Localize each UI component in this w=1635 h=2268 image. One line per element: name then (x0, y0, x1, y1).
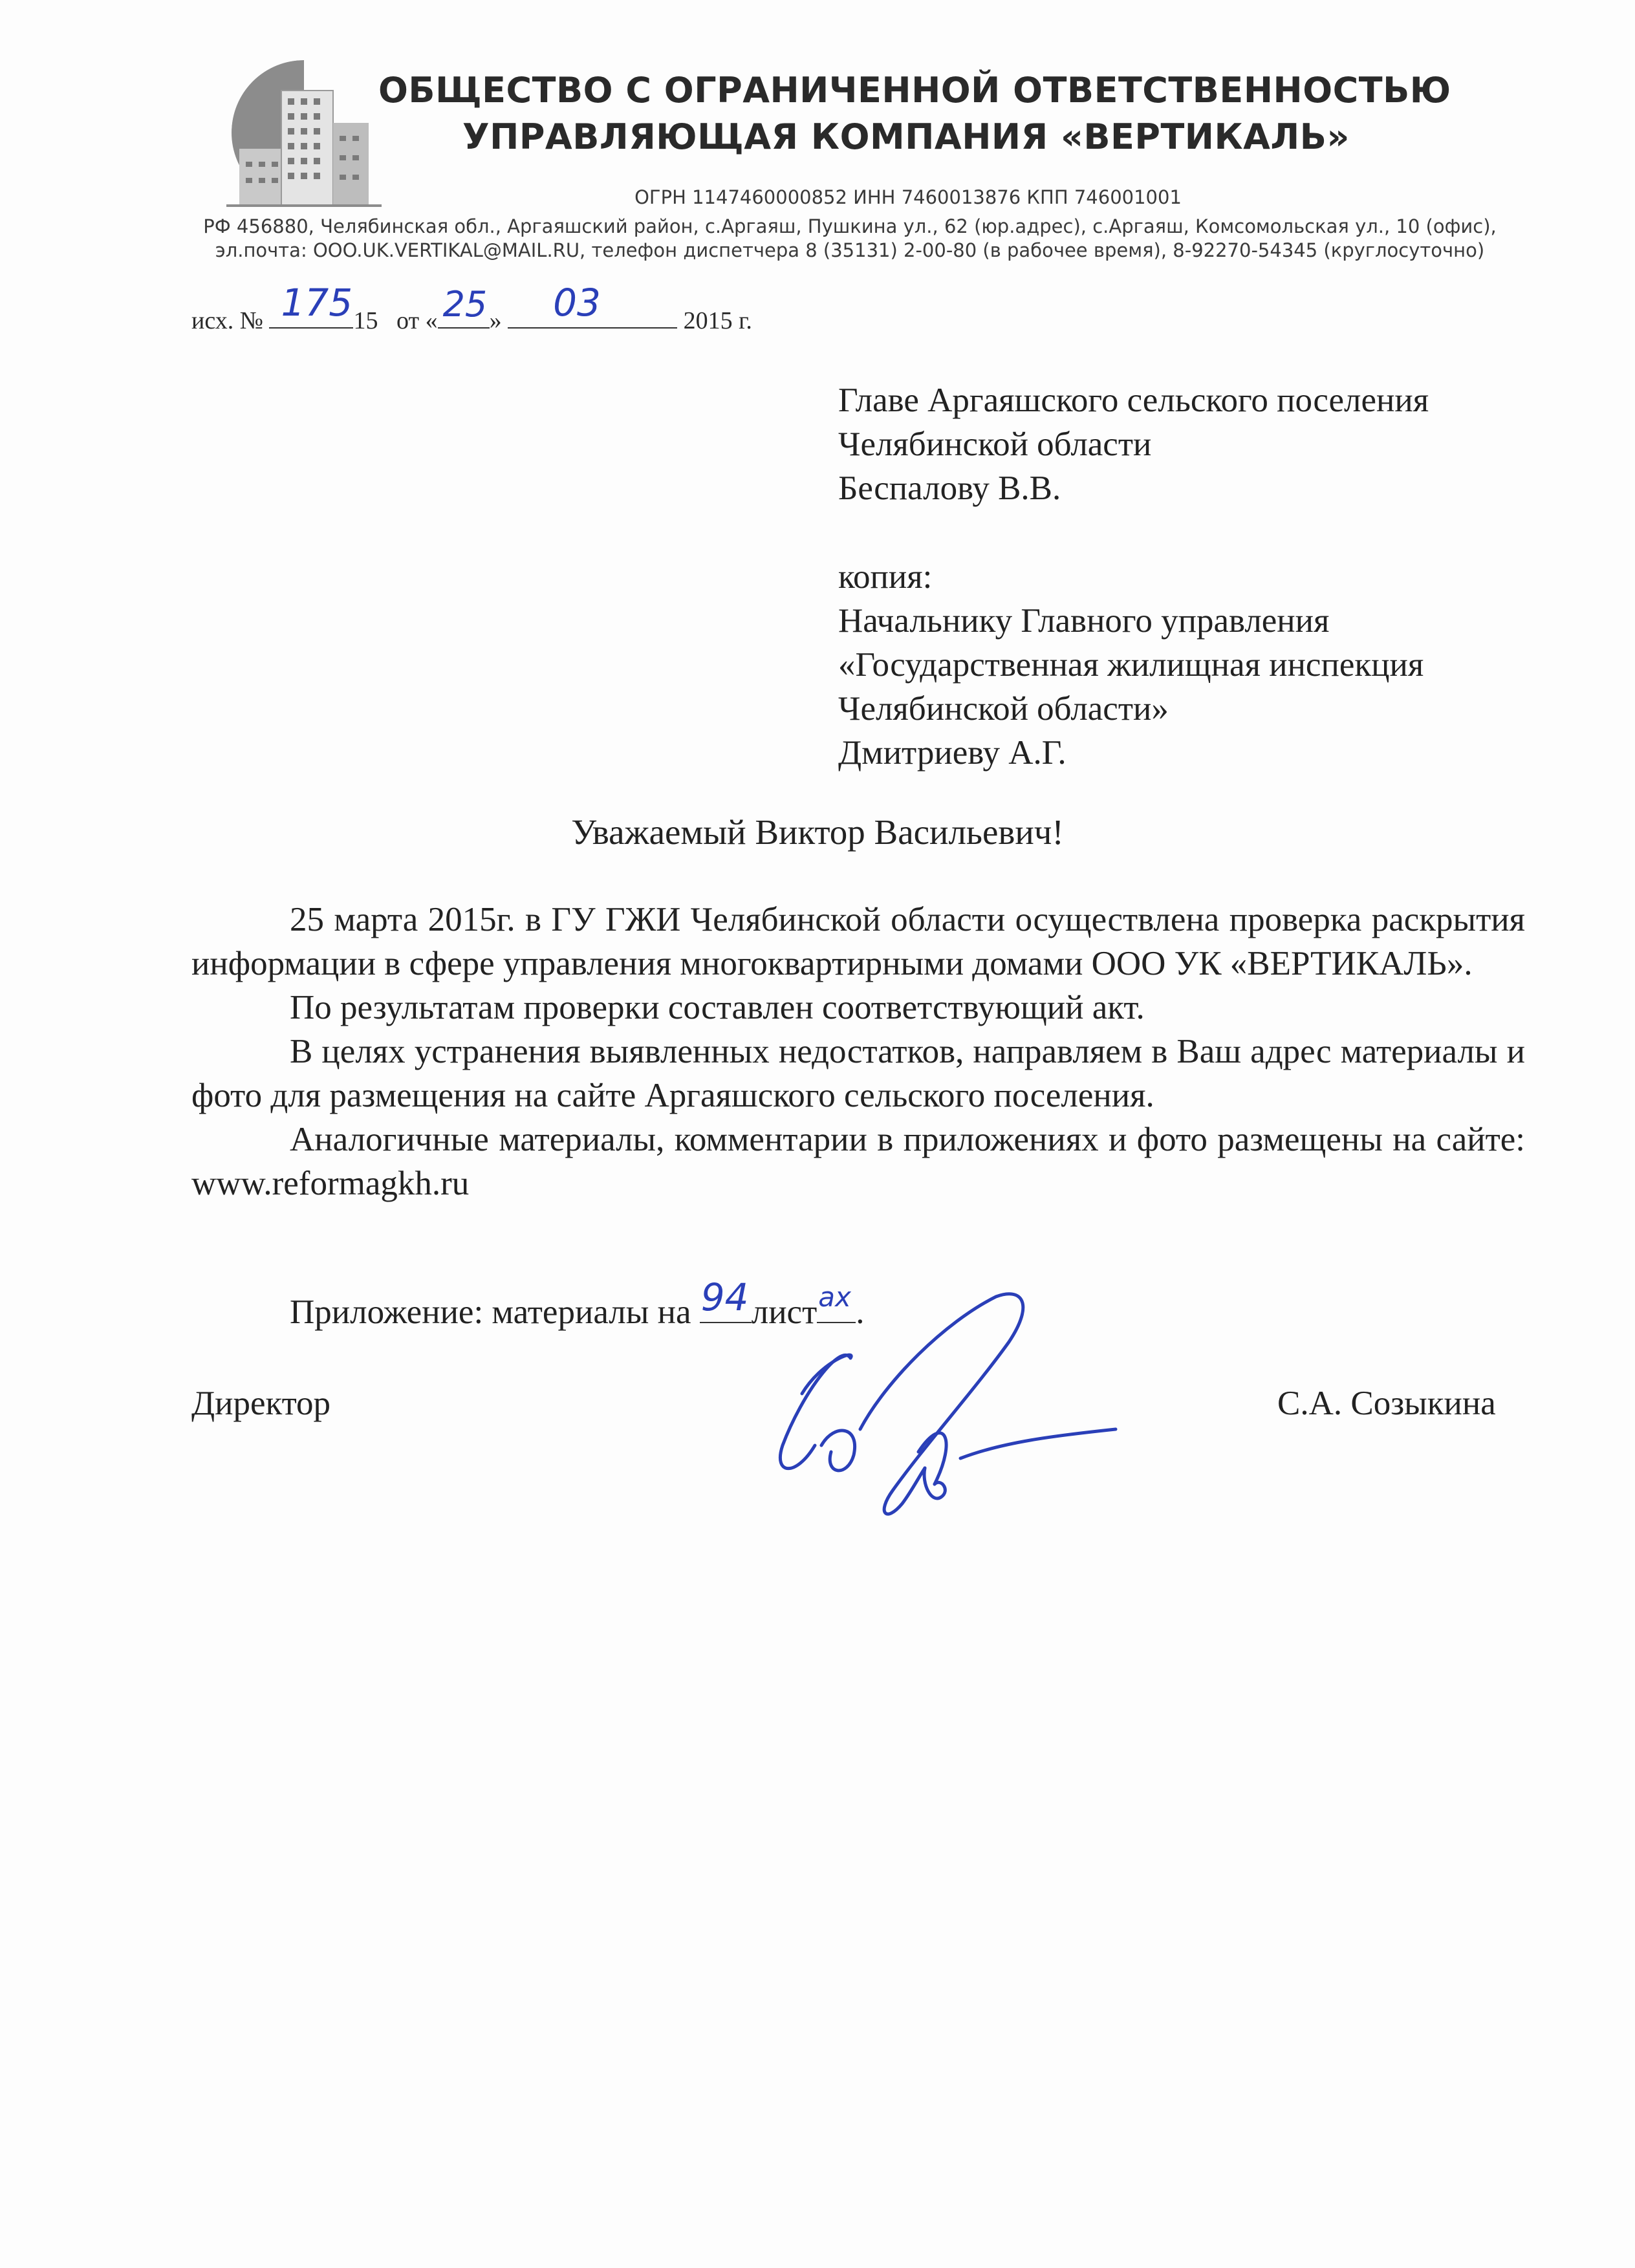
addressee-line: Главе Аргаяшского сельского поселения (838, 382, 1429, 419)
copy-recipient-block (838, 555, 1424, 775)
salutation: Уважаемый Виктор Васильевич! (571, 812, 1064, 852)
company-contacts: эл.почта: OOO.UK.VERTIKAL@MAIL.RU, телефон диспетчера 8 (35131) 2-00-80 (в рабочее время), 8-92270-54345 (круглосуточно) (215, 239, 1485, 261)
letter-body (191, 898, 1525, 1205)
addressee-line: Челябинской области (838, 426, 1152, 463)
building-logo-icon (220, 52, 388, 207)
attachment-count-handwritten: 94 (700, 1275, 749, 1319)
date-month-handwritten: 03 (553, 281, 601, 325)
copy-line: «Государственная жилищная инспекция (838, 646, 1424, 684)
outgoing-number-suffix: 15 (353, 307, 378, 334)
body-paragraph: Аналогичные материалы, комментарии в приложениях и фото размещены на сайте: www.reformagkh.ru (191, 1121, 1525, 1202)
body-paragraph: По результатам проверки составлен соответствующий акт. (290, 989, 1145, 1026)
copy-label: копия: (838, 558, 933, 596)
signer-title: Директор (191, 1385, 331, 1422)
company-name-line1: ОБЩЕСТВО С ОГРАНИЧЕННОЙ ОТВЕТСТВЕННОСТЬЮ (378, 70, 1451, 111)
attachment-end: . (856, 1293, 865, 1331)
copy-line: Начальнику Главного управления (838, 602, 1330, 640)
date-day-blank (438, 284, 490, 329)
date-year: 2015 г. (683, 307, 752, 334)
copy-line: Дмитриеву А.Г. (838, 734, 1067, 772)
outgoing-number-blank (269, 281, 353, 329)
outgoing-number-line (191, 281, 752, 335)
addressee-block (838, 378, 1429, 510)
copy-line: Челябинской области» (838, 690, 1169, 728)
attachment-prefix: Приложение: материалы на (290, 1293, 691, 1331)
date-day-handwritten: 25 (442, 284, 488, 325)
attachment-count-blank (700, 1275, 752, 1323)
outgoing-number-handwritten: 175 (281, 281, 353, 325)
outgoing-prefix: исх. № (191, 307, 263, 334)
date-month-blank (508, 281, 677, 329)
company-registration-ids: ОГРН 1147460000852 ИНН 7460013876 КПП 746001001 (634, 186, 1182, 208)
attachment-sheets-label: лист (751, 1293, 817, 1331)
handwritten-signature (763, 1284, 1125, 1555)
attachment-sheets-handwritten: ах (818, 1281, 851, 1313)
signer-name: С.А. Созыкина (1277, 1385, 1496, 1422)
addressee-line: Беспалову В.В. (838, 470, 1061, 507)
company-name-line2: УПРАВЛЯЮЩАЯ КОМПАНИЯ «ВЕРТИКАЛЬ» (462, 116, 1350, 157)
body-paragraph: 25 марта 2015г. в ГУ ГЖИ Челябинской области осуществлена проверка раскрытия информации в сфере управления многоквартирными домами ООО УК «ВЕРТИКАЛЬ». (191, 901, 1525, 982)
body-paragraph: В целях устранения выявленных недостатков, направляем в Ваш адрес материалы и фото для размещения на сайте Аргаяшского сельского поселения. (191, 1033, 1525, 1114)
date-from-label: от « (396, 307, 438, 334)
company-address: РФ 456880, Челябинская обл., Аргаяшский район, с.Аргаяш, Пушкина ул., 62 (юр.адрес), с.Аргаяш, Комсомольская ул., 10 (офис), (203, 215, 1497, 237)
date-quote-close: » (489, 307, 502, 334)
